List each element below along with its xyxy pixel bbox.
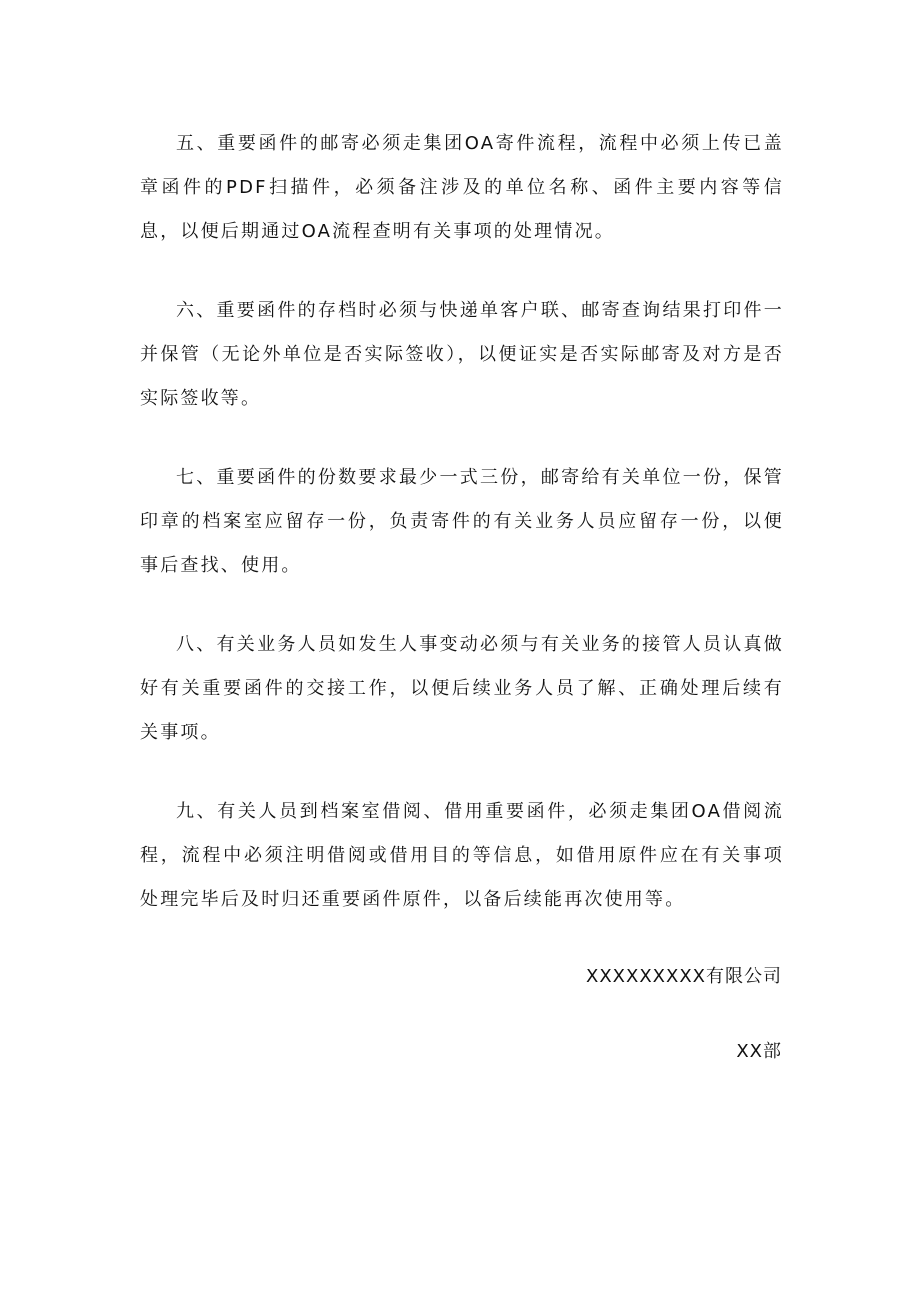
signature-department: XX部 xyxy=(736,1041,782,1062)
paragraph-item-9: 九、有关人员到档案室借阅、借用重要函件，必须走集团OA借阅流程，流程中必须注明借阅或借用目的等信息，如借用原件应在有关事项处理完毕后及时归还重要函件原件，以备后续能再次使用等。 xyxy=(140,801,784,910)
paragraph-item-7: 七、重要函件的份数要求最少一式三份，邮寄给有关单位一份，保管印章的档案室应留存一份，负责寄件的有关业务人员应留存一份，以便事后查找、使用。 xyxy=(140,467,784,576)
signature-company: XXXXXXXXX有限公司 xyxy=(586,966,782,987)
document-body xyxy=(140,122,784,957)
paragraph-item-5: 五、重要函件的邮寄必须走集团OA寄件流程，流程中必须上传已盖章函件的PDF扫描件，必须备注涉及的单位名称、函件主要内容等信息，以便后期通过OA流程查明有关事项的处理情况。 xyxy=(140,133,784,242)
paragraph-item-6: 六、重要函件的存档时必须与快递单客户联、邮寄查询结果打印件一并保管（无论外单位是否实际签收），以便证实是否实际邮寄及对方是否实际签收等。 xyxy=(140,300,784,409)
paragraph-item-8: 八、有关业务人员如发生人事变动必须与有关业务的接管人员认真做好有关重要函件的交接工作，以便后续业务人员了解、正确处理后续有关事项。 xyxy=(140,634,784,743)
